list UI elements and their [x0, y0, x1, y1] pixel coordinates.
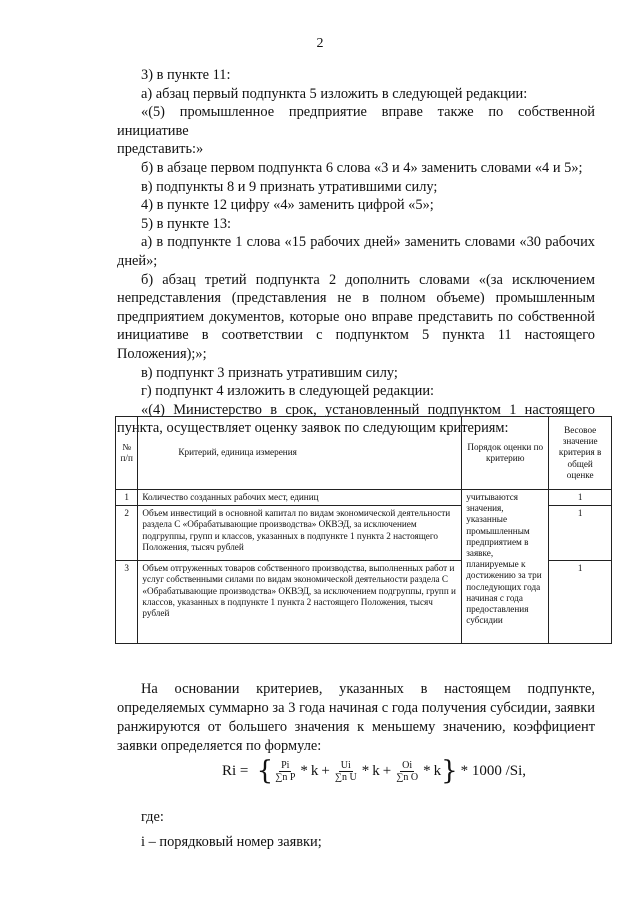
paragraph: «(5) промышленное предприятие вправе также по собственной инициативе [117, 104, 595, 139]
where-label: где: [141, 809, 164, 825]
row-criterion: Объем отгруженных товаров собственного производства, выполненных работ и услуг собственными силами по видам экономической деятельности раздела С «Обрабатывающие производства» ОКВЭД, за исключением подгруппы, групп и классов, указанных в подпункте 1 пункта 2 настоящего Положения, тысяч рублей [138, 561, 462, 644]
left-brace-icon: { [248, 756, 274, 786]
table-header-row [116, 417, 612, 490]
fraction-o [396, 760, 418, 783]
multiply-sign: * [300, 762, 308, 779]
coefficient-formula [222, 758, 529, 784]
table-row [116, 490, 612, 506]
paragraph: б) в абзаце первом подпункта 6 слова «3 и 4» заменить словами «4 и 5»; [141, 159, 583, 176]
order-description: учитываются значения, указанные промышленным предприятием в заявке, планируемые к достижению за три последующих года начиная с года предоставления субсидии [462, 490, 549, 644]
paragraph: 4) в пункте 12 цифру «4» заменить цифрой «5»; [141, 197, 434, 214]
fraction-denominator: ∑n U [334, 771, 357, 783]
paragraph: заявки определяется по формуле: [117, 738, 322, 754]
definition-i: i – порядковый номер заявки; [141, 834, 322, 850]
paragraph: в) подпункт 3 признать утратившим силу; [141, 364, 398, 381]
ranking-text [117, 680, 595, 756]
row-criterion: Объем инвестиций в основной капитал по видам экономической деятельности раздела С «Обрабатывающие производства» ОКВЭД, за исключением подгруппы, групп и классов, указанных в подпункте 1 пункта 2 настоящего Положения, тысяч рублей [138, 506, 462, 561]
paragraph: а) в подпункте 1 слова «15 рабочих дней» заменить словами «30 рабочих [141, 234, 595, 251]
paragraph: определяемых суммарно за 3 года начиная с года получения субсидии, заявки [117, 700, 595, 716]
paragraph: б) абзац третий подпункта 2 дополнить словами «(за исключением [141, 271, 595, 288]
paragraph: представить:» [117, 141, 204, 158]
fraction-denominator: ∑n P [275, 771, 296, 783]
multiply-sign: * [423, 762, 431, 779]
header-criterion: Критерий, единица измерения [138, 417, 462, 490]
paragraph: инициативе в соответствии с подпунктом 5 пункта 11 настоящего [117, 327, 595, 344]
row-num: 1 [116, 490, 138, 506]
row-num: 2 [116, 506, 138, 561]
criteria-table [115, 416, 612, 644]
fraction-numerator: Pi [281, 759, 290, 771]
multiply-sign: * [361, 762, 370, 779]
row-num: 3 [116, 561, 138, 644]
header-num: № п/п [116, 417, 138, 490]
header-order: Порядок оценки по критерию [462, 417, 549, 490]
coefficient-k: k [372, 762, 380, 779]
paragraph: г) подпункт 4 изложить в следующей редакции: [141, 383, 435, 400]
row-weight: 1 [549, 490, 612, 506]
paragraph: 5) в пункте 13: [141, 215, 232, 232]
paragraph: ранжируются от большего значения к меньшему значению, коэффициент [117, 719, 595, 735]
paragraph: «(4) Министерство в срок, установленный подпунктом 1 настоящего [141, 401, 595, 418]
amendment-text [117, 66, 595, 438]
paragraph: в) подпункты 8 и 9 признать утратившими силу; [141, 178, 438, 195]
plus-sign: + [382, 762, 392, 779]
plus-sign: + [321, 762, 330, 779]
row-weight: 1 [549, 561, 612, 644]
fraction-numerator: Ui [340, 759, 351, 771]
paragraph: Положения);»; [117, 345, 207, 362]
coefficient-k: k [310, 762, 319, 779]
header-weight: Весовое значение критерия в общей оценке [549, 417, 612, 490]
paragraph: непредставления (представления не в полном объеме) промышленным [117, 290, 595, 307]
fraction-p [275, 760, 295, 783]
paragraph: 3) в пункте 11: [141, 67, 231, 83]
right-brace-icon: } [441, 756, 458, 786]
formula-lhs: Ri = [222, 762, 249, 779]
paragraph: а) абзац первый подпункта 5 изложить в следующей редакции: [141, 85, 528, 102]
definitions [117, 808, 595, 852]
paragraph: пункта, осуществляет оценку заявок по следующим критериям: [117, 420, 509, 437]
fraction-u [335, 760, 357, 783]
coefficient-k: k [433, 762, 442, 779]
row-criterion: Количество созданных рабочих мест, единиц [138, 490, 462, 506]
paragraph: дней»; [117, 252, 158, 269]
page-number: 2 [316, 36, 324, 51]
row-weight: 1 [549, 506, 612, 561]
paragraph: На основании критериев, указанных в настоящем подпункте, [141, 681, 595, 697]
fraction-numerator: Oi [402, 759, 413, 771]
fraction-denominator: ∑n O [396, 771, 419, 783]
formula-tail: * 1000 /Si, [460, 762, 527, 779]
paragraph: предприятием документов, которые оно вправе представить по собственной [117, 308, 595, 325]
